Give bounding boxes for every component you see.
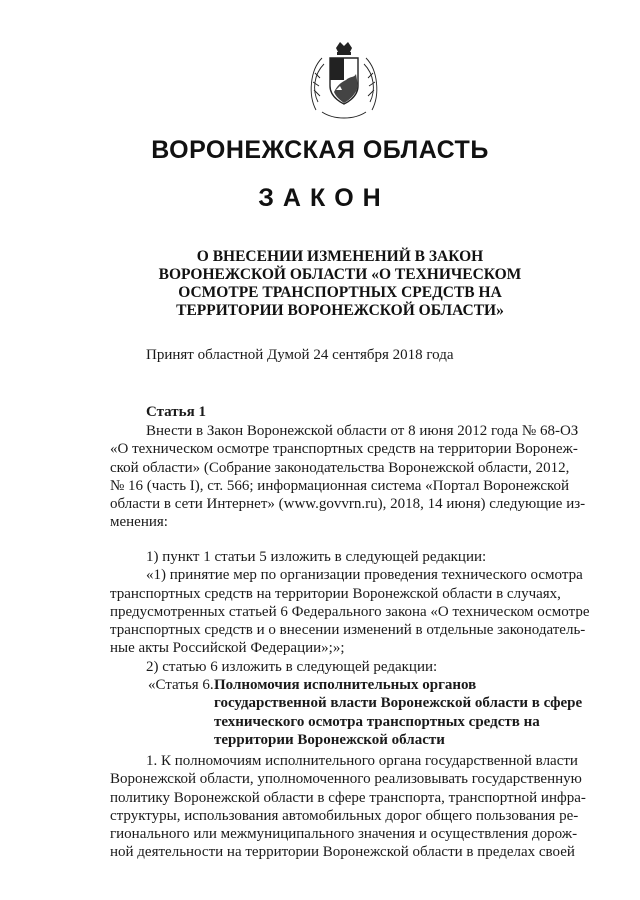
text-line: гионального или межмуниципального значения и осуществления дорож- (110, 826, 578, 843)
article-6-prefix: «Статья 6. (148, 677, 214, 693)
text-line: Воронежской области, уполномоченного реализовывать государственную (110, 771, 582, 788)
article-1-heading: Статья 1 (146, 404, 206, 420)
text-line: 2) статью 6 изложить в следующей редакции: (146, 658, 438, 675)
adoption-note: Принят областной Думой 24 сентября 2018 года (146, 347, 454, 363)
article-6-paragraph-1 (110, 752, 600, 862)
text-line: политику Воронежской области в сфере транспорта, транспортной инфра- (110, 789, 586, 806)
text-line: Внести в Закон Воронежской области от 8 июня 2012 года № 68-ОЗ (146, 423, 579, 439)
text-line: № 16 (часть I), ст. 566; информационная система «Портал Воронежской (110, 477, 570, 494)
text-line: предусмотренных статьей 6 Федерального закона «О техническом осмотре (110, 603, 590, 620)
law-title-line: О ВНЕСЕНИИ ИЗМЕНЕНИЙ В ЗАКОН (196, 248, 484, 265)
law-title-line: ВОРОНЕЖСКОЙ ОБЛАСТИ «О ТЕХНИЧЕСКОМ (158, 266, 522, 283)
text-line: «1) принятие мер по организации проведения технического осмотра (146, 567, 583, 584)
law-title (130, 248, 550, 320)
text-line: 1) пункт 1 статьи 5 изложить в следующей редакции: (146, 549, 487, 565)
heading-line: государственной власти Воронежской области в сфере (214, 695, 583, 712)
heading-line: технического осмотра транспортных средств на (214, 713, 540, 730)
heading-line: Полномочия исполнительных органов (214, 677, 477, 693)
region-title: ВОРОНЕЖСКАЯ ОБЛАСТЬ (151, 136, 489, 164)
text-line: транспортных средств и о внесении изменений в отдельные законодатель- (110, 622, 586, 639)
text-line: области в сети Интернет» (www.govvrn.ru), 2018, 14 июня) следующие из- (110, 496, 586, 513)
text-line: ской области» (Собрание законодательства Воронежской области, 2012, (110, 459, 570, 476)
heading-line: территории Воронежской области (214, 731, 445, 748)
text-line: 1. К полномочиям исполнительного органа государственной власти (146, 753, 578, 769)
law-title-line: ОСМОТРЕ ТРАНСПОРТНЫХ СРЕДСТВ НА (178, 284, 502, 301)
text-line: ные акты Российской Федерации»;»; (110, 640, 345, 657)
article-1-items (110, 548, 600, 676)
text-line: «О техническом осмотре транспортных средств на территории Воронеж- (110, 441, 578, 458)
text-line: ной деятельности на территории Воронежской области в пределах своей (110, 844, 575, 861)
text-line: менения: (110, 514, 168, 531)
article-6-heading (214, 676, 634, 749)
law-title-line: ТЕРРИТОРИИ ВОРОНЕЖСКОЙ ОБЛАСТИ» (176, 302, 504, 319)
article-1-intro (110, 422, 600, 532)
text-line: структуры, использования автомобильных дорог общего пользования ре- (110, 807, 579, 824)
text-line: транспортных средств на территории Воронежской области в случаях, (110, 585, 561, 602)
document-type: ЗАКОН (258, 184, 390, 212)
coat-of-arms-icon (306, 40, 382, 122)
